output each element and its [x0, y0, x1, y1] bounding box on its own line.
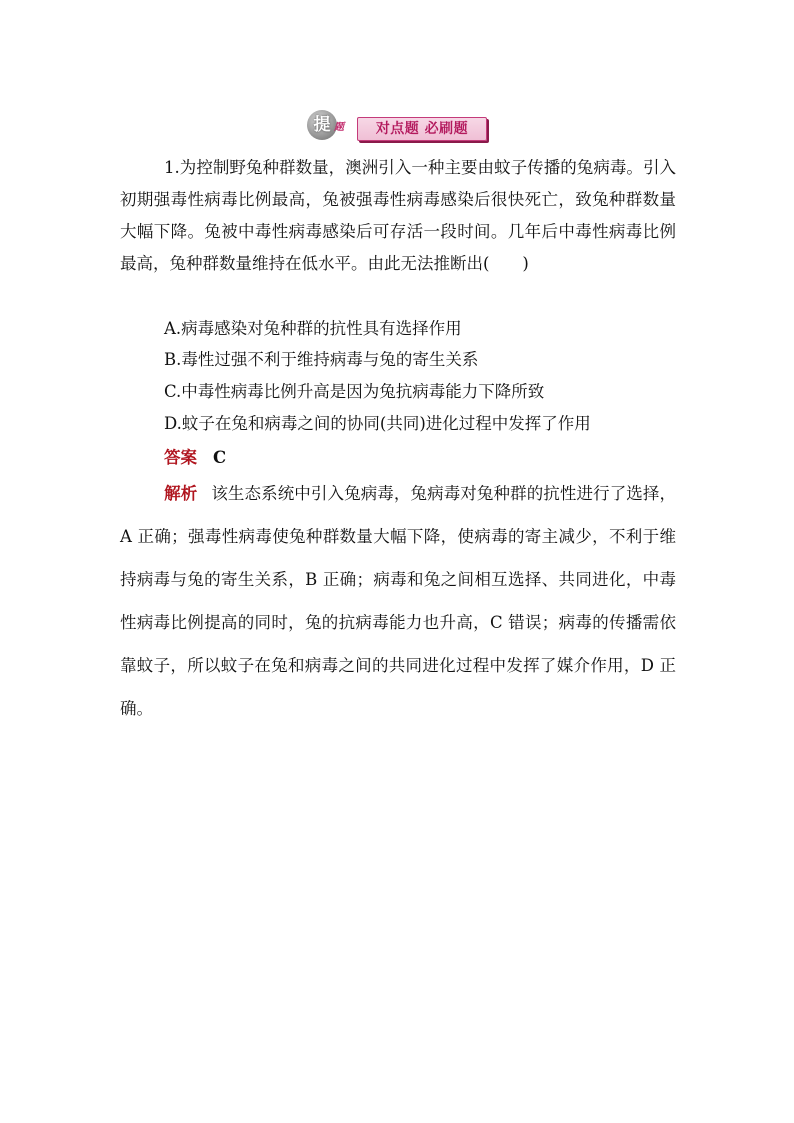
answer-row [164, 442, 226, 474]
answer-value: C [213, 448, 227, 467]
option-b: B.毒性过强不利于维持病毒与兔的寄生关系 [164, 350, 479, 369]
analysis-label: 解析 [164, 484, 198, 503]
badge-tag: 题 [334, 122, 344, 133]
question-stem [120, 152, 676, 280]
section-header-badge [307, 108, 487, 142]
option-c: C.中毒性病毒比例升高是因为兔抗病毒能力下降所致 [164, 382, 545, 401]
section-title: 对点题 必刷题 [375, 121, 469, 137]
option-d: D.蚊子在兔和病毒之间的协同(共同)进化过程中发挥了作用 [164, 414, 591, 433]
answer-label: 答案 [164, 448, 197, 467]
analysis-text: 该生态系统中引入兔病毒，兔病毒对兔种群的抗性进行了选择，A 正确；强毒性病毒使兔种群数量大幅下降，使病毒的寄主减少，不利于维持病毒与兔的寄生关系，B 正确；病毒和兔之间相互选择、共同进化，中毒性病毒比例提高的同时，兔的抗病毒能力也升高，C 错误；病毒的传播需依靠蚊子，所以蚊子在兔和病毒之间的共同进化过程中发挥了媒介作用，D 正确。 [120, 484, 677, 718]
option-a: A.病毒感染对兔种群的抗性具有选择作用 [164, 319, 462, 338]
badge-emblem-icon: 提 [307, 110, 337, 140]
analysis-block [120, 472, 676, 730]
badge-bar [357, 117, 487, 141]
question-text: 1.为控制野兔种群数量，澳洲引入一种主要由蚊子传播的兔病毒。引入初期强毒性病毒比例最高，兔被强毒性病毒感染后很快死亡，致兔种群数量大幅下降。兔被中毒性病毒感染后可存活一段时间。几年后中毒性病毒比例最高，兔种群数量维持在低水平。由此无法推断出( ) [120, 158, 676, 273]
